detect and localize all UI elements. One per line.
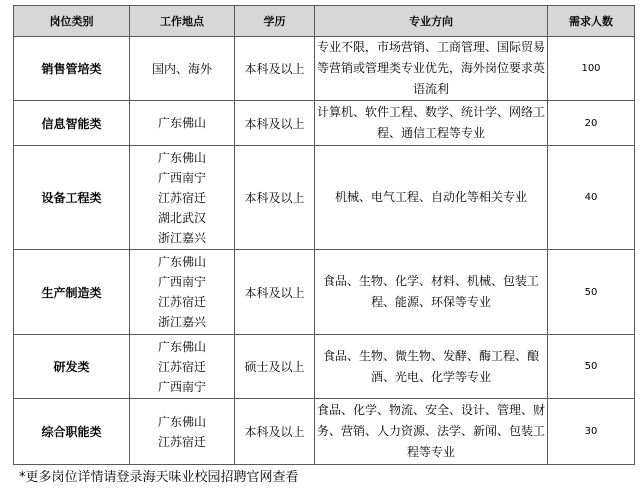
table-header-row [14,6,635,37]
header-category: 岗位类别 [14,6,130,37]
row-major: 机械、电气工程、自动化等相关专业 [315,146,548,250]
row-education: 本科及以上 [235,37,315,101]
row-location [130,101,235,146]
location-line: 广东佛山 [157,339,206,354]
row-major: 食品、化学、物流、安全、设计、管理、财务、营销、人力资源、法学、新闻、包装工程等专业 [315,399,548,465]
row-education: 本科及以上 [235,250,315,335]
header-education: 学历 [235,6,315,37]
row-category: 综合职能类 [14,399,130,465]
row-category: 研发类 [14,335,130,399]
row-major: 计算机、软件工程、数学、统计学、网络工程、通信工程等专业 [315,101,548,146]
table-row [14,101,635,146]
row-major: 食品、生物、化学、材料、机械、包装工程、能源、环保等专业 [315,250,548,335]
location-line: 广东佛山 [157,255,206,269]
row-count: 100 [548,37,635,101]
row-category: 销售管培类 [14,37,130,101]
footnote: *更多岗位详情请登录海天味业校园招聘官网查看 [19,470,299,485]
location-line: 广西南宁 [157,379,206,394]
row-location [130,37,235,101]
location-line: 浙江嘉兴 [157,230,206,245]
row-education: 本科及以上 [235,399,315,465]
location-line: 江苏宿迁 [157,190,206,205]
header-location: 工作地点 [130,6,235,37]
row-count: 20 [548,101,635,146]
table-row [14,335,635,399]
row-count: 40 [548,146,635,250]
location-line: 广东佛山 [157,116,206,130]
row-count: 30 [548,399,635,465]
row-major: 专业不限，市场营销、工商管理、国际贸易等营销或管理类专业优先，海外岗位要求英语流利 [315,37,548,101]
row-location [130,399,235,465]
location-line: 江苏宿迁 [157,434,206,449]
location-line: 江苏宿迁 [157,295,206,309]
header-count: 需求人数 [548,6,635,37]
table-row [14,146,635,250]
location-line: 江苏宿迁 [157,359,206,374]
row-location [130,335,235,399]
location-line: 广西南宁 [157,170,206,185]
location-line: 湖北武汉 [157,210,206,225]
row-education: 本科及以上 [235,101,315,146]
recruitment-table [13,5,635,465]
row-education: 硕士及以上 [235,335,315,399]
table-row [14,250,635,335]
row-count: 50 [548,250,635,335]
row-major: 食品、生物、微生物、发酵、酶工程、酿酒、光电、化学等专业 [315,335,548,399]
location-line: 广东佛山 [157,150,206,165]
location-line: 浙江嘉兴 [157,315,206,329]
table-row [14,37,635,101]
row-category: 信息智能类 [14,101,130,146]
row-category: 设备工程类 [14,146,130,250]
row-location [130,250,235,335]
row-education: 本科及以上 [235,146,315,250]
location-line: 广东佛山 [157,414,206,429]
table-row [14,399,635,465]
location-line: 广西南宁 [157,275,206,289]
row-location [130,146,235,250]
row-count: 50 [548,335,635,399]
header-major: 专业方向 [315,6,548,37]
row-category: 生产制造类 [14,250,130,335]
location-line: 国内、海外 [151,61,212,76]
